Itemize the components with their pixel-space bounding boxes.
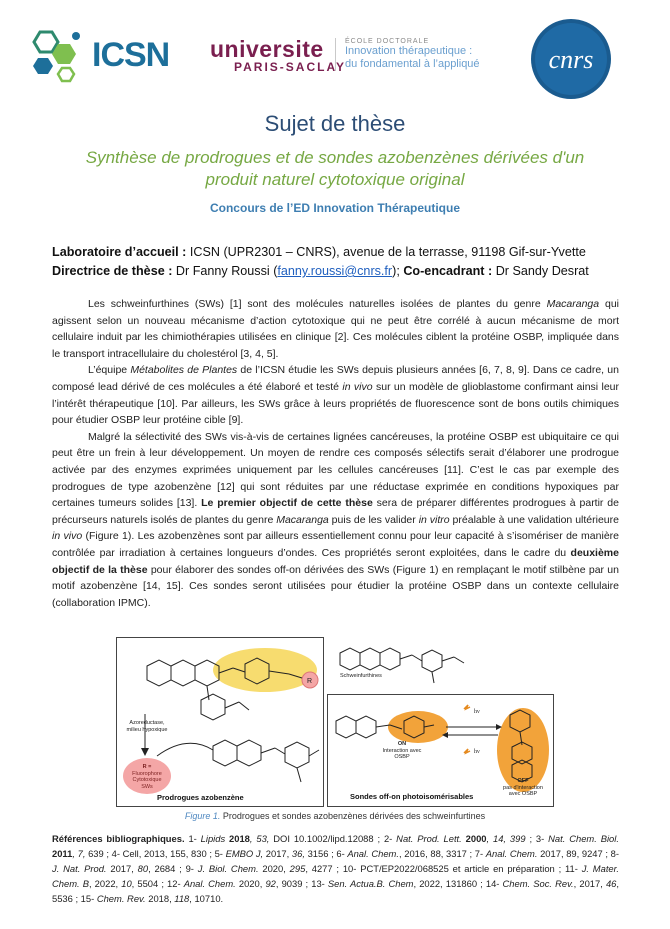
azoreductase-line-2: milieu hypoxique	[126, 726, 168, 733]
ref-5-year: 2017,	[263, 848, 292, 859]
reaction-arrow-head	[141, 748, 149, 756]
ref-9-volume: 295	[289, 863, 306, 874]
p3-text-f: pour élaborer des sondes off-on dérivées des SWs (Figure 1) en remplaçant le motif stilbène par un motif azobenzène [14, 15]. Ces sondes seront utilisées pour étudier la protéine OSBP dans un contexte cellulaire (collaboration IPMC).	[52, 563, 619, 609]
director-line	[52, 262, 632, 281]
p3-text-a: Malgré la sélectivité des SWs vis-à-vis de certaines lignées cancéreuses, la protéine OSBP est ubiquitaire ce qui peut être un frein à leur développement. Un moyen de rendre ces composés sélectifs serait d’élaborer une prodrogue activée par des enzymes exprimées uniquement par les cellules cancéreuses [11]. C’est le cas par exemple des prodrogues de type azobenzène [12] qui sont réduites par une réductase exprimée en conditions hypoxiques par certaines tumeurs solides [13].	[52, 430, 619, 510]
p2-text-c: sur un modèle de glioblastome confirmant ainsi leur l’intérêt thérapeutique [10]. Par ailleurs, les SWs grâce à leurs propriétés de fluorescence sont de bons outils chimiques pour étudier OSBP leur protéine cible [9].	[52, 380, 620, 427]
icsn-molecule-icon	[26, 26, 88, 84]
ref-1-volume: , 53,	[249, 833, 270, 844]
lab-label: Laboratoire d’accueil :	[52, 245, 187, 259]
ref-12-rest: , 9039 ; 13-	[275, 878, 328, 889]
schweinfurthines-label: Schweinfurthines	[340, 673, 382, 679]
references-label: Références bibliographiques.	[52, 833, 185, 844]
p2-text-b: de l’ICSN étudie les SWs depuis plusieurs années [6, 7, 8, 9]. Dans ce cadre, un composé lead dérivé de ces molécules a été élaboré et testé	[52, 364, 619, 393]
page-title: Sujet de thèse	[264, 111, 406, 136]
universite-paris-saclay-logo	[210, 38, 346, 74]
ref-9-journal: J. Biol. Chem.	[197, 863, 259, 874]
paragraph-3	[52, 429, 619, 612]
ref-2-volume: , 14, 399	[486, 833, 526, 844]
azoreductase-line-1: Azoreductase,	[129, 720, 165, 726]
ref-15-year: 2018,	[145, 893, 175, 904]
azoreductase-label	[121, 720, 173, 733]
sw-product-molecule	[213, 740, 319, 782]
release-arrow	[157, 743, 213, 756]
hv-label-top: hν	[474, 709, 480, 715]
ref-7-journal: Anal. Chem.	[485, 848, 538, 859]
director-email-link[interactable]: fanny.roussi@cnrs.fr	[277, 264, 393, 278]
p3-text-e: (Figure 1). Les azobenzènes sont par ailleurs essentiellement connu pour leur capacité à s’isomériser de manière contrôlée par irradiation à certaines longueurs d’ondes. Ces propriétés seront exploitées, dans le cadre du	[52, 530, 619, 559]
ref-5-rest: 3156 ; 6-	[304, 848, 348, 859]
off-line-1: pas d'interaction	[503, 784, 543, 791]
p3-objective-2: deuxième objectif de la thèse	[52, 546, 619, 576]
ref-6-rest: , 2016, 88, 3317 ; 7-	[398, 848, 486, 859]
ref-3-volume: , 7,	[72, 848, 86, 859]
ref-1-journal: Lipids	[200, 833, 226, 844]
body-text	[52, 296, 619, 611]
r-equals-label: R =	[142, 764, 152, 770]
ref-11-year: , 2022,	[88, 878, 122, 889]
ref-13-journal: Sen. Actua.B. Chem	[327, 878, 414, 889]
universite-label: universite	[210, 36, 324, 62]
figure-caption	[0, 811, 670, 821]
ref-3-rest: 639 ; 4- Cell, 2013, 155, 830 ; 5-	[85, 848, 226, 859]
ref-6-journal: Anal. Chem.	[347, 848, 399, 859]
ref-15-rest: , 10710.	[189, 893, 224, 904]
ref-11-volume: 10	[121, 878, 132, 889]
p3-objective-1: Le premier objectif de cette thèse	[201, 497, 373, 510]
on-line-1: Interaction avec	[382, 747, 422, 754]
ref-15-volume: 118	[174, 893, 190, 904]
p2-team: Métabolites de Plantes	[130, 364, 238, 377]
lab-line	[52, 243, 632, 262]
ref-12-year: 2020,	[235, 878, 266, 889]
lab-value: ICSN (UPR2301 – CNRS), avenue de la terrasse, 91198 Gif-sur-Yvette	[189, 245, 586, 259]
ref-11-journal: J. Mater. Chem. B	[52, 863, 620, 889]
ref-7-rest: 2017, 89, 9247 ; 8-	[537, 848, 619, 859]
coenc-value: Dr Sandy Desrat	[495, 264, 589, 278]
ecole-doctorale-logo	[335, 38, 480, 71]
ref-15-journal: Chem. Rev.	[96, 893, 146, 904]
light-icon-bottom	[464, 749, 470, 753]
p1-text-a: Les schweinfurthines (SWs) [1] sont des molécules naturelles isolées de plantes du genre	[88, 298, 547, 310]
concours-label: Concours de l’ED Innovation Thérapeutique	[209, 201, 461, 215]
off-label: OFF	[517, 778, 529, 784]
on-label: ON	[397, 741, 407, 747]
director-close: );	[392, 264, 400, 278]
figure-caption-text: Prodrogues et sondes azobenzènes dérivées des schweinfurtines	[220, 811, 486, 821]
p3-text-d: préalable à une validation ultérieure	[449, 513, 619, 526]
figure-right-panel	[327, 694, 554, 807]
ref-5-journal: EMBO J,	[225, 848, 264, 859]
cnrs-logo-text: cnrs	[548, 45, 594, 74]
light-icon-top	[464, 705, 470, 709]
p3-text-b: sera de préparer différentes prodrogues à partir de précurseurs naturels isolés de plantes du genre	[52, 497, 619, 526]
p3-text-c: puis de les valider	[328, 513, 419, 526]
ref-14-volume: 46	[605, 878, 617, 889]
icsn-logo-text: ICSN	[92, 36, 170, 74]
figure-left-panel	[116, 637, 324, 807]
p3-invitro: in vitro	[418, 513, 450, 526]
ref-8-year: 2017,	[106, 863, 138, 874]
ref-8-journal: J. Nat. Prod.	[52, 863, 107, 874]
p2-invivo: in vivo	[342, 380, 373, 393]
thesis-subtitle: Synthèse de prodrogues et de sondes azobenzènes dérivées d'un produit naturel cytotoxique original	[85, 148, 585, 189]
ref-14-rest: , 5536 ; 15-	[52, 878, 619, 904]
ecole-doctorale-label: ÉCOLE DOCTORALE	[345, 38, 430, 45]
ref-1-rest: DOI 10.1002/lipd.12088 ; 2-	[269, 833, 397, 844]
p3-genus: Macaranga	[276, 513, 329, 526]
p1-genus: Macaranga	[546, 298, 600, 310]
ref-8-rest: , 2684 ; 9-	[148, 863, 198, 874]
ref-1-year: 2018	[225, 833, 250, 844]
ref-14-journal: Chem. Soc. Rev.	[502, 878, 574, 889]
references	[52, 831, 619, 906]
r-option-sws: SWs	[141, 783, 153, 790]
ref-9-rest: , 4277 ; 10- PCT/EP2022/068525 et article en préparation ; 11-	[305, 863, 582, 874]
left-panel-title: Prodrogues azobenzène	[157, 793, 244, 802]
ref-2-rest: ; 3-	[525, 833, 549, 844]
ecole-line-1: Innovation thérapeutique :	[345, 45, 473, 57]
on-state-label	[372, 741, 432, 761]
ref-12-volume: 92	[265, 878, 276, 889]
figure-number: Figure 1.	[184, 811, 221, 821]
r-option-fluorophore: Fluorophore	[132, 770, 162, 777]
p3-invivo: in vivo	[52, 530, 83, 543]
coenc-label: Co-encadrant :	[403, 264, 493, 278]
cnrs-logo	[530, 18, 612, 100]
ref-5-volume: 36,	[291, 848, 305, 859]
hv-label-bottom: hν	[474, 749, 480, 755]
ref-12-journal: Anal. Chem.	[183, 878, 236, 889]
paragraph-2	[52, 362, 619, 428]
ref-2-year: 2000	[461, 833, 487, 844]
director-value: Dr Fanny Roussi (	[175, 264, 278, 278]
ref-11-rest: , 5504 ; 12-	[131, 878, 184, 889]
ref-9-year: 2020,	[258, 863, 290, 874]
ref-13-rest: , 2022, 131860 ; 14-	[413, 878, 503, 889]
off-line-2: avec OSBP	[508, 791, 538, 797]
ecole-line-2: du fondamental à l’appliqué	[345, 58, 480, 70]
ref-2-journal: Nat. Prod. Lett.	[396, 833, 462, 844]
ref-8-volume: 80	[137, 863, 149, 874]
r-group-label: R	[307, 678, 313, 685]
ref-3-journal: Nat. Chem. Biol.	[548, 833, 619, 844]
figure-1	[116, 637, 554, 809]
page-header	[0, 0, 670, 100]
paris-saclay-label: PARIS-SACLAY	[234, 60, 347, 74]
r-definition	[125, 764, 169, 790]
schweinfurthines-structure	[330, 639, 470, 693]
off-state-label	[494, 778, 552, 798]
p1-text-b: qui agissent selon un nouveau mécanisme d’action cytotoxique qui ne peut être corrélé à aucun mécanisme de mort cellulaire induit par les chimiothérapies utilisées en clinique [2]. Ces molécules ciblent la protéine OSBP, impliquée dans le transport intracellulaire du cholestérol [3, 4, 5].	[52, 298, 619, 360]
director-label: Directrice de thèse :	[52, 264, 173, 278]
right-panel-title: Sondes off-on photoisomérisables	[350, 792, 474, 801]
ref-14-year: , 2017,	[573, 878, 606, 889]
paragraph-1	[52, 296, 619, 362]
ref-1-num: 1-	[184, 833, 201, 844]
on-line-2: OSBP	[394, 754, 410, 760]
ref-3-year: 2011	[52, 848, 73, 859]
p2-text-a: L’équipe	[88, 364, 131, 377]
lab-info	[52, 243, 632, 281]
r-option-cytotoxique: Cytotoxique	[132, 777, 162, 783]
